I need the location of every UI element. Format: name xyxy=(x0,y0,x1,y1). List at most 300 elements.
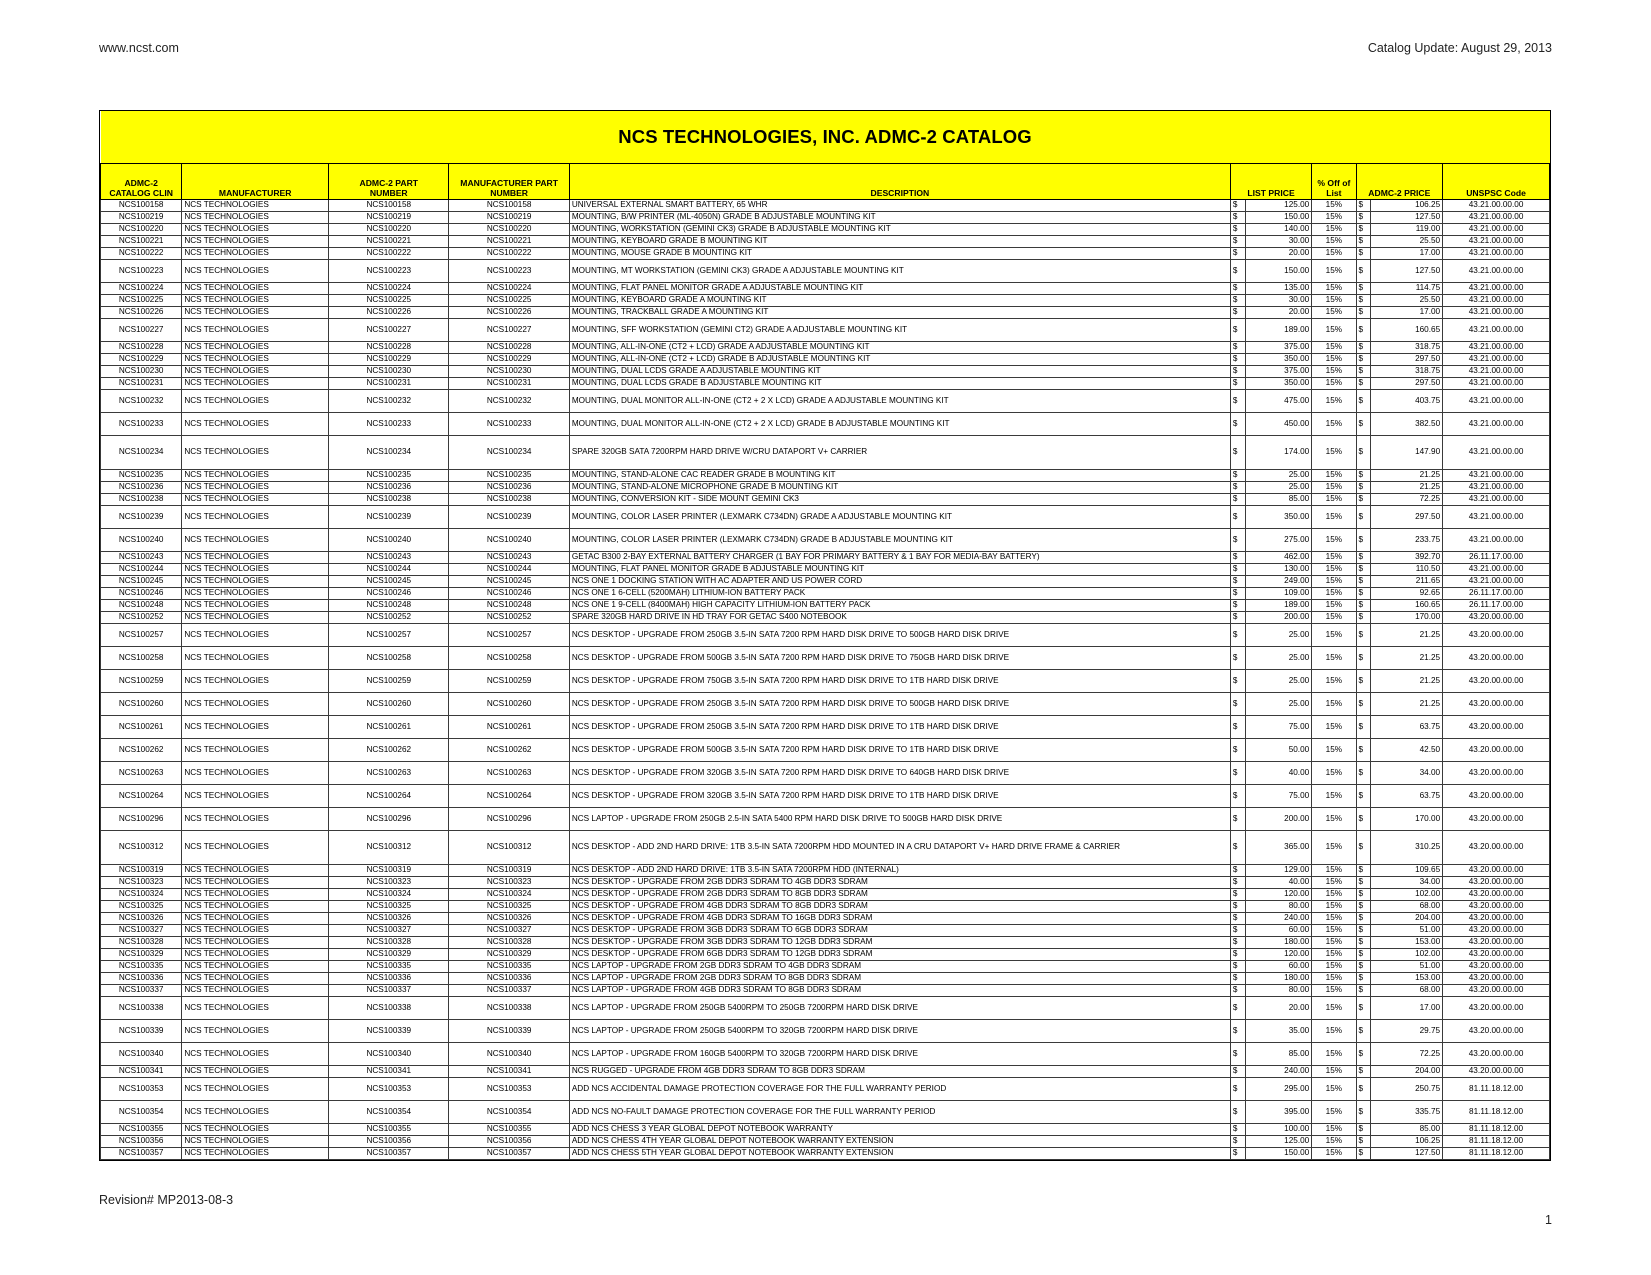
cell-percent-off-list: 15% xyxy=(1312,378,1356,390)
cell-admc2-price-currency: $ xyxy=(1356,200,1371,212)
cell-admc2-price: 85.00 xyxy=(1371,1124,1443,1136)
cell-manufacturer-part-number: NCS100158 xyxy=(449,200,569,212)
cell-list-price-currency: $ xyxy=(1230,1020,1245,1043)
cell-admc2-price-currency: $ xyxy=(1356,831,1371,865)
cell-admc2-part-number: NCS100258 xyxy=(329,647,449,670)
cell-list-price-currency: $ xyxy=(1230,716,1245,739)
cell-unspsc-code: 43.21.00.00.00 xyxy=(1443,378,1550,390)
header-line-2: DESCRIPTION xyxy=(870,187,930,198)
cell-manufacturer: NCS TECHNOLOGIES xyxy=(182,647,329,670)
cell-list-price-currency: $ xyxy=(1230,693,1245,716)
cell-description: MOUNTING, DUAL MONITOR ALL-IN-ONE (CT2 + 2 X LCD) GRADE B ADJUSTABLE MOUNTING KIT xyxy=(569,413,1230,436)
cell-admc2-price: 106.25 xyxy=(1371,200,1443,212)
cell-list-price: 249.00 xyxy=(1245,576,1312,588)
cell-catalog-clin: NCS100228 xyxy=(101,342,182,354)
cell-admc2-price: 114.75 xyxy=(1371,283,1443,295)
cell-manufacturer-part-number: NCS100258 xyxy=(449,647,569,670)
cell-manufacturer: NCS TECHNOLOGIES xyxy=(182,588,329,600)
cell-manufacturer: NCS TECHNOLOGIES xyxy=(182,1043,329,1066)
table-row xyxy=(101,624,1550,647)
cell-admc2-price: 153.00 xyxy=(1371,937,1443,949)
cell-admc2-part-number: NCS100353 xyxy=(329,1078,449,1101)
cell-unspsc-code: 43.21.00.00.00 xyxy=(1443,283,1550,295)
table-row xyxy=(101,1124,1550,1136)
cell-catalog-clin: NCS100252 xyxy=(101,612,182,624)
cell-catalog-clin: NCS100225 xyxy=(101,295,182,307)
cell-admc2-price: 102.00 xyxy=(1371,889,1443,901)
cell-percent-off-list: 15% xyxy=(1312,529,1356,552)
cell-manufacturer: NCS TECHNOLOGIES xyxy=(182,200,329,212)
cell-unspsc-code: 81.11.18.12.00 xyxy=(1443,1078,1550,1101)
cell-unspsc-code: 43.21.00.00.00 xyxy=(1443,224,1550,236)
cell-list-price-currency: $ xyxy=(1230,913,1245,925)
cell-unspsc-code: 43.21.00.00.00 xyxy=(1443,470,1550,482)
cell-percent-off-list: 15% xyxy=(1312,390,1356,413)
cell-list-price-currency: $ xyxy=(1230,831,1245,865)
cell-admc2-part-number: NCS100354 xyxy=(329,1101,449,1124)
cell-list-price: 75.00 xyxy=(1245,785,1312,808)
cell-catalog-clin: NCS100227 xyxy=(101,319,182,342)
cell-list-price-currency: $ xyxy=(1230,600,1245,612)
table-row xyxy=(101,506,1550,529)
table-row xyxy=(101,224,1550,236)
cell-list-price: 125.00 xyxy=(1245,200,1312,212)
cell-unspsc-code: 43.21.00.00.00 xyxy=(1443,564,1550,576)
cell-unspsc-code: 81.11.18.12.00 xyxy=(1443,1148,1550,1160)
cell-admc2-part-number: NCS100227 xyxy=(329,319,449,342)
cell-manufacturer: NCS TECHNOLOGIES xyxy=(182,961,329,973)
cell-admc2-price: 29.75 xyxy=(1371,1020,1443,1043)
cell-manufacturer-part-number: NCS100226 xyxy=(449,307,569,319)
cell-manufacturer: NCS TECHNOLOGIES xyxy=(182,307,329,319)
cell-catalog-clin: NCS100221 xyxy=(101,236,182,248)
cell-list-price-currency: $ xyxy=(1230,1066,1245,1078)
cell-manufacturer: NCS TECHNOLOGIES xyxy=(182,925,329,937)
table-row xyxy=(101,925,1550,937)
cell-description: NCS LAPTOP - UPGRADE FROM 4GB DDR3 SDRAM TO 8GB DDR3 SDRAM xyxy=(569,985,1230,997)
cell-list-price: 120.00 xyxy=(1245,889,1312,901)
cell-admc2-price: 211.65 xyxy=(1371,576,1443,588)
column-header-admc2-part-number xyxy=(329,164,449,200)
column-header-admc2-price xyxy=(1356,164,1443,200)
cell-manufacturer: NCS TECHNOLOGIES xyxy=(182,985,329,997)
cell-description: NCS DESKTOP - UPGRADE FROM 3GB DDR3 SDRAM TO 12GB DDR3 SDRAM xyxy=(569,937,1230,949)
cell-list-price-currency: $ xyxy=(1230,342,1245,354)
cell-admc2-price-currency: $ xyxy=(1356,913,1371,925)
cell-description: SPARE 320GB HARD DRIVE IN HD TRAY FOR GETAC S400 NOTEBOOK xyxy=(569,612,1230,624)
cell-description: NCS DESKTOP - UPGRADE FROM 320GB 3.5-IN SATA 7200 RPM HARD DISK DRIVE TO 1TB HARD DISK DRIVE xyxy=(569,785,1230,808)
cell-catalog-clin: NCS100319 xyxy=(101,865,182,877)
cell-description: NCS DESKTOP - UPGRADE FROM 6GB DDR3 SDRAM TO 12GB DDR3 SDRAM xyxy=(569,949,1230,961)
cell-description: NCS ONE 1 9-CELL (8400MAH) HIGH CAPACITY LITHIUM-ION BATTERY PACK xyxy=(569,600,1230,612)
cell-percent-off-list: 15% xyxy=(1312,354,1356,366)
cell-description: MOUNTING, CONVERSION KIT - SIDE MOUNT GEMINI CK3 xyxy=(569,494,1230,506)
cell-catalog-clin: NCS100232 xyxy=(101,390,182,413)
cell-manufacturer-part-number: NCS100356 xyxy=(449,1136,569,1148)
cell-admc2-price: 147.90 xyxy=(1371,436,1443,470)
header-line-2: CATALOG CLIN xyxy=(109,187,173,198)
cell-description: NCS DESKTOP - UPGRADE FROM 3GB DDR3 SDRAM TO 6GB DDR3 SDRAM xyxy=(569,925,1230,937)
cell-unspsc-code: 43.21.00.00.00 xyxy=(1443,390,1550,413)
cell-unspsc-code: 43.20.00.00.00 xyxy=(1443,647,1550,670)
cell-unspsc-code: 43.20.00.00.00 xyxy=(1443,901,1550,913)
cell-manufacturer-part-number: NCS100325 xyxy=(449,901,569,913)
cell-admc2-part-number: NCS100244 xyxy=(329,564,449,576)
cell-description: NCS DESKTOP - UPGRADE FROM 2GB DDR3 SDRAM TO 8GB DDR3 SDRAM xyxy=(569,889,1230,901)
cell-list-price: 240.00 xyxy=(1245,1066,1312,1078)
cell-list-price: 40.00 xyxy=(1245,877,1312,889)
cell-admc2-part-number: NCS100228 xyxy=(329,342,449,354)
cell-admc2-price-currency: $ xyxy=(1356,762,1371,785)
cell-list-price-currency: $ xyxy=(1230,1124,1245,1136)
cell-description: NCS DESKTOP - UPGRADE FROM 500GB 3.5-IN SATA 7200 RPM HARD DISK DRIVE TO 1TB HARD DISK DRIVE xyxy=(569,739,1230,762)
cell-admc2-price-currency: $ xyxy=(1356,588,1371,600)
cell-manufacturer: NCS TECHNOLOGIES xyxy=(182,913,329,925)
cell-list-price-currency: $ xyxy=(1230,997,1245,1020)
cell-manufacturer-part-number: NCS100355 xyxy=(449,1124,569,1136)
table-row xyxy=(101,212,1550,224)
cell-admc2-price: 127.50 xyxy=(1371,212,1443,224)
cell-admc2-part-number: NCS100252 xyxy=(329,612,449,624)
cell-list-price: 295.00 xyxy=(1245,1078,1312,1101)
cell-unspsc-code: 43.20.00.00.00 xyxy=(1443,624,1550,647)
cell-unspsc-code: 43.21.00.00.00 xyxy=(1443,248,1550,260)
cell-admc2-part-number: NCS100339 xyxy=(329,1020,449,1043)
cell-manufacturer-part-number: NCS100225 xyxy=(449,295,569,307)
cell-admc2-price-currency: $ xyxy=(1356,973,1371,985)
cell-admc2-part-number: NCS100238 xyxy=(329,494,449,506)
cell-admc2-price-currency: $ xyxy=(1356,413,1371,436)
cell-admc2-price: 21.25 xyxy=(1371,693,1443,716)
cell-list-price: 125.00 xyxy=(1245,1136,1312,1148)
cell-admc2-part-number: NCS100236 xyxy=(329,482,449,494)
cell-percent-off-list: 15% xyxy=(1312,470,1356,482)
catalog-title: NCS TECHNOLOGIES, INC. ADMC-2 CATALOG xyxy=(101,111,1550,164)
cell-description: NCS DESKTOP - UPGRADE FROM 250GB 3.5-IN SATA 7200 RPM HARD DISK DRIVE TO 500GB HARD DISK DRIVE xyxy=(569,624,1230,647)
cell-catalog-clin: NCS100336 xyxy=(101,973,182,985)
header-line-2: MANUFACTURER xyxy=(218,187,292,198)
cell-list-price: 20.00 xyxy=(1245,248,1312,260)
cell-admc2-price-currency: $ xyxy=(1356,693,1371,716)
cell-admc2-part-number: NCS100235 xyxy=(329,470,449,482)
cell-catalog-clin: NCS100260 xyxy=(101,693,182,716)
table-row xyxy=(101,693,1550,716)
cell-list-price: 100.00 xyxy=(1245,1124,1312,1136)
cell-admc2-price-currency: $ xyxy=(1356,470,1371,482)
cell-admc2-price: 21.25 xyxy=(1371,670,1443,693)
cell-percent-off-list: 15% xyxy=(1312,785,1356,808)
cell-manufacturer: NCS TECHNOLOGIES xyxy=(182,236,329,248)
cell-admc2-price-currency: $ xyxy=(1356,901,1371,913)
cell-list-price: 150.00 xyxy=(1245,212,1312,224)
cell-percent-off-list: 15% xyxy=(1312,949,1356,961)
cell-list-price-currency: $ xyxy=(1230,506,1245,529)
cell-percent-off-list: 15% xyxy=(1312,1136,1356,1148)
table-row xyxy=(101,961,1550,973)
cell-list-price-currency: $ xyxy=(1230,319,1245,342)
cell-list-price: 25.00 xyxy=(1245,693,1312,716)
cell-catalog-clin: NCS100224 xyxy=(101,283,182,295)
cell-list-price: 350.00 xyxy=(1245,506,1312,529)
cell-manufacturer: NCS TECHNOLOGIES xyxy=(182,762,329,785)
cell-list-price-currency: $ xyxy=(1230,307,1245,319)
cell-description: ADD NCS CHESS 3 YEAR GLOBAL DEPOT NOTEBOOK WARRANTY xyxy=(569,1124,1230,1136)
cell-description: MOUNTING, TRACKBALL GRADE A MOUNTING KIT xyxy=(569,307,1230,319)
cell-manufacturer-part-number: NCS100264 xyxy=(449,785,569,808)
cell-admc2-price: 297.50 xyxy=(1371,506,1443,529)
cell-percent-off-list: 15% xyxy=(1312,260,1356,283)
cell-list-price: 135.00 xyxy=(1245,283,1312,295)
cell-unspsc-code: 43.21.00.00.00 xyxy=(1443,236,1550,248)
cell-manufacturer: NCS TECHNOLOGIES xyxy=(182,997,329,1020)
cell-percent-off-list: 15% xyxy=(1312,236,1356,248)
cell-description: GETAC B300 2-BAY EXTERNAL BATTERY CHARGER (1 BAY FOR PRIMARY BATTERY & 1 BAY FOR MEDIA-BAY BATTERY) xyxy=(569,552,1230,564)
cell-manufacturer: NCS TECHNOLOGIES xyxy=(182,785,329,808)
cell-admc2-price-currency: $ xyxy=(1356,865,1371,877)
cell-manufacturer-part-number: NCS100327 xyxy=(449,925,569,937)
cell-unspsc-code: 43.20.00.00.00 xyxy=(1443,997,1550,1020)
cell-admc2-price: 21.25 xyxy=(1371,647,1443,670)
cell-unspsc-code: 43.20.00.00.00 xyxy=(1443,889,1550,901)
cell-admc2-price-currency: $ xyxy=(1356,612,1371,624)
cell-percent-off-list: 15% xyxy=(1312,925,1356,937)
cell-catalog-clin: NCS100357 xyxy=(101,1148,182,1160)
cell-manufacturer: NCS TECHNOLOGIES xyxy=(182,973,329,985)
cell-manufacturer-part-number: NCS100319 xyxy=(449,865,569,877)
cell-description: NCS DESKTOP - ADD 2ND HARD DRIVE: 1TB 3.5-IN SATA 7200RPM HDD MOUNTED IN A CRU DATAPORT V+ HARD DRIVE FRAME & CARRIER xyxy=(569,831,1230,865)
cell-catalog-clin: NCS100229 xyxy=(101,354,182,366)
cell-description: MOUNTING, MOUSE GRADE B MOUNTING KIT xyxy=(569,248,1230,260)
cell-list-price-currency: $ xyxy=(1230,390,1245,413)
cell-percent-off-list: 15% xyxy=(1312,739,1356,762)
cell-list-price: 275.00 xyxy=(1245,529,1312,552)
cell-unspsc-code: 43.20.00.00.00 xyxy=(1443,612,1550,624)
cell-catalog-clin: NCS100323 xyxy=(101,877,182,889)
cell-admc2-price: 250.75 xyxy=(1371,1078,1443,1101)
cell-admc2-price-currency: $ xyxy=(1356,961,1371,973)
cell-list-price-currency: $ xyxy=(1230,295,1245,307)
cell-catalog-clin: NCS100263 xyxy=(101,762,182,785)
cell-manufacturer-part-number: NCS100259 xyxy=(449,670,569,693)
cell-manufacturer-part-number: NCS100335 xyxy=(449,961,569,973)
cell-admc2-part-number: NCS100325 xyxy=(329,901,449,913)
cell-catalog-clin: NCS100296 xyxy=(101,808,182,831)
cell-unspsc-code: 43.21.00.00.00 xyxy=(1443,212,1550,224)
cell-percent-off-list: 15% xyxy=(1312,831,1356,865)
cell-admc2-part-number: NCS100232 xyxy=(329,390,449,413)
cell-percent-off-list: 15% xyxy=(1312,600,1356,612)
cell-admc2-part-number: NCS100338 xyxy=(329,997,449,1020)
cell-admc2-price-currency: $ xyxy=(1356,877,1371,889)
cell-manufacturer-part-number: NCS100233 xyxy=(449,413,569,436)
table-row xyxy=(101,390,1550,413)
cell-admc2-price-currency: $ xyxy=(1356,808,1371,831)
table-row xyxy=(101,283,1550,295)
cell-description: NCS DESKTOP - UPGRADE FROM 320GB 3.5-IN SATA 7200 RPM HARD DISK DRIVE TO 640GB HARD DISK DRIVE xyxy=(569,762,1230,785)
cell-list-price-currency: $ xyxy=(1230,470,1245,482)
cell-percent-off-list: 15% xyxy=(1312,877,1356,889)
cell-admc2-price: 153.00 xyxy=(1371,973,1443,985)
cell-description: MOUNTING, FLAT PANEL MONITOR GRADE B ADJUSTABLE MOUNTING KIT xyxy=(569,564,1230,576)
cell-percent-off-list: 15% xyxy=(1312,670,1356,693)
cell-manufacturer-part-number: NCS100245 xyxy=(449,576,569,588)
cell-unspsc-code: 43.20.00.00.00 xyxy=(1443,1043,1550,1066)
cell-list-price: 350.00 xyxy=(1245,378,1312,390)
cell-percent-off-list: 15% xyxy=(1312,997,1356,1020)
cell-list-price-currency: $ xyxy=(1230,588,1245,600)
cell-list-price: 109.00 xyxy=(1245,588,1312,600)
cell-admc2-price: 17.00 xyxy=(1371,997,1443,1020)
cell-catalog-clin: NCS100327 xyxy=(101,925,182,937)
cell-manufacturer-part-number: NCS100240 xyxy=(449,529,569,552)
cell-manufacturer-part-number: NCS100232 xyxy=(449,390,569,413)
cell-percent-off-list: 15% xyxy=(1312,693,1356,716)
cell-admc2-price-currency: $ xyxy=(1356,647,1371,670)
cell-admc2-price: 310.25 xyxy=(1371,831,1443,865)
cell-manufacturer: NCS TECHNOLOGIES xyxy=(182,529,329,552)
cell-description: MOUNTING, COLOR LASER PRINTER (LEXMARK C734DN) GRADE A ADJUSTABLE MOUNTING KIT xyxy=(569,506,1230,529)
cell-admc2-price-currency: $ xyxy=(1356,283,1371,295)
cell-admc2-price-currency: $ xyxy=(1356,1020,1371,1043)
table-row xyxy=(101,200,1550,212)
table-row xyxy=(101,808,1550,831)
table-row xyxy=(101,576,1550,588)
cell-list-price: 40.00 xyxy=(1245,762,1312,785)
cell-manufacturer: NCS TECHNOLOGIES xyxy=(182,319,329,342)
cell-admc2-price-currency: $ xyxy=(1356,1124,1371,1136)
cell-admc2-part-number: NCS100296 xyxy=(329,808,449,831)
cell-manufacturer: NCS TECHNOLOGIES xyxy=(182,366,329,378)
table-row xyxy=(101,1066,1550,1078)
cell-list-price-currency: $ xyxy=(1230,985,1245,997)
cell-list-price: 120.00 xyxy=(1245,949,1312,961)
cell-manufacturer: NCS TECHNOLOGIES xyxy=(182,224,329,236)
cell-admc2-part-number: NCS100223 xyxy=(329,260,449,283)
cell-percent-off-list: 15% xyxy=(1312,1043,1356,1066)
cell-percent-off-list: 15% xyxy=(1312,436,1356,470)
cell-unspsc-code: 43.21.00.00.00 xyxy=(1443,506,1550,529)
table-row xyxy=(101,529,1550,552)
cell-unspsc-code: 43.21.00.00.00 xyxy=(1443,413,1550,436)
cell-admc2-price: 17.00 xyxy=(1371,248,1443,260)
cell-list-price-currency: $ xyxy=(1230,200,1245,212)
cell-list-price: 60.00 xyxy=(1245,961,1312,973)
cell-description: ADD NCS CHESS 4TH YEAR GLOBAL DEPOT NOTEBOOK WARRANTY EXTENSION xyxy=(569,1136,1230,1148)
cell-description: NCS LAPTOP - UPGRADE FROM 2GB DDR3 SDRAM TO 8GB DDR3 SDRAM xyxy=(569,973,1230,985)
cell-admc2-part-number: NCS100264 xyxy=(329,785,449,808)
cell-admc2-part-number: NCS100262 xyxy=(329,739,449,762)
cell-percent-off-list: 15% xyxy=(1312,224,1356,236)
cell-admc2-price: 102.00 xyxy=(1371,949,1443,961)
cell-percent-off-list: 15% xyxy=(1312,762,1356,785)
cell-unspsc-code: 43.20.00.00.00 xyxy=(1443,985,1550,997)
cell-catalog-clin: NCS100222 xyxy=(101,248,182,260)
cell-description: MOUNTING, COLOR LASER PRINTER (LEXMARK C734DN) GRADE B ADJUSTABLE MOUNTING KIT xyxy=(569,529,1230,552)
cell-admc2-price-currency: $ xyxy=(1356,529,1371,552)
cell-admc2-price: 92.65 xyxy=(1371,588,1443,600)
header-line-1: ADMC-2 PART xyxy=(359,178,419,189)
cell-description: NCS DESKTOP - UPGRADE FROM 2GB DDR3 SDRAM TO 4GB DDR3 SDRAM xyxy=(569,877,1230,889)
cell-admc2-price-currency: $ xyxy=(1356,1066,1371,1078)
cell-list-price: 25.00 xyxy=(1245,647,1312,670)
cell-list-price-currency: $ xyxy=(1230,482,1245,494)
cell-list-price-currency: $ xyxy=(1230,552,1245,564)
column-header-list-price xyxy=(1230,164,1311,200)
cell-percent-off-list: 15% xyxy=(1312,576,1356,588)
cell-list-price-currency: $ xyxy=(1230,865,1245,877)
cell-list-price: 25.00 xyxy=(1245,482,1312,494)
cell-manufacturer: NCS TECHNOLOGIES xyxy=(182,390,329,413)
cell-manufacturer-part-number: NCS100228 xyxy=(449,342,569,354)
cell-admc2-price: 63.75 xyxy=(1371,785,1443,808)
cell-admc2-price: 160.65 xyxy=(1371,319,1443,342)
cell-manufacturer: NCS TECHNOLOGIES xyxy=(182,624,329,647)
cell-list-price-currency: $ xyxy=(1230,212,1245,224)
cell-list-price: 150.00 xyxy=(1245,1148,1312,1160)
cell-admc2-part-number: NCS100230 xyxy=(329,366,449,378)
cell-unspsc-code: 43.21.00.00.00 xyxy=(1443,342,1550,354)
cell-admc2-price-currency: $ xyxy=(1356,378,1371,390)
cell-percent-off-list: 15% xyxy=(1312,913,1356,925)
cell-admc2-part-number: NCS100257 xyxy=(329,624,449,647)
cell-list-price: 30.00 xyxy=(1245,295,1312,307)
cell-list-price: 395.00 xyxy=(1245,1101,1312,1124)
table-row xyxy=(101,600,1550,612)
cell-description: MOUNTING, DUAL LCDS GRADE B ADJUSTABLE MOUNTING KIT xyxy=(569,378,1230,390)
table-row xyxy=(101,612,1550,624)
table-row xyxy=(101,877,1550,889)
cell-list-price-currency: $ xyxy=(1230,248,1245,260)
cell-catalog-clin: NCS100337 xyxy=(101,985,182,997)
table-row xyxy=(101,588,1550,600)
cell-unspsc-code: 43.21.00.00.00 xyxy=(1443,529,1550,552)
header-line-1: ADMC-2 xyxy=(124,178,158,189)
cell-list-price: 30.00 xyxy=(1245,236,1312,248)
cell-admc2-part-number: NCS100220 xyxy=(329,224,449,236)
cell-admc2-part-number: NCS100324 xyxy=(329,889,449,901)
cell-admc2-price-currency: $ xyxy=(1356,564,1371,576)
cell-catalog-clin: NCS100231 xyxy=(101,378,182,390)
cell-unspsc-code: 43.21.00.00.00 xyxy=(1443,354,1550,366)
cell-percent-off-list: 15% xyxy=(1312,973,1356,985)
cell-admc2-price-currency: $ xyxy=(1356,224,1371,236)
cell-manufacturer-part-number: NCS100328 xyxy=(449,937,569,949)
cell-manufacturer-part-number: NCS100239 xyxy=(449,506,569,529)
cell-admc2-price: 17.00 xyxy=(1371,307,1443,319)
cell-manufacturer: NCS TECHNOLOGIES xyxy=(182,1148,329,1160)
cell-catalog-clin: NCS100328 xyxy=(101,937,182,949)
table-row xyxy=(101,670,1550,693)
cell-catalog-clin: NCS100226 xyxy=(101,307,182,319)
cell-list-price: 25.00 xyxy=(1245,624,1312,647)
cell-list-price-currency: $ xyxy=(1230,877,1245,889)
cell-percent-off-list: 15% xyxy=(1312,248,1356,260)
cell-percent-off-list: 15% xyxy=(1312,985,1356,997)
cell-admc2-price: 72.25 xyxy=(1371,494,1443,506)
cell-percent-off-list: 15% xyxy=(1312,1101,1356,1124)
cell-list-price-currency: $ xyxy=(1230,901,1245,913)
cell-catalog-clin: NCS100325 xyxy=(101,901,182,913)
cell-admc2-price: 318.75 xyxy=(1371,342,1443,354)
cell-admc2-price: 204.00 xyxy=(1371,1066,1443,1078)
cell-admc2-price: 21.25 xyxy=(1371,482,1443,494)
cell-manufacturer-part-number: NCS100222 xyxy=(449,248,569,260)
cell-manufacturer-part-number: NCS100324 xyxy=(449,889,569,901)
cell-description: ADD NCS NO-FAULT DAMAGE PROTECTION COVERAGE FOR THE FULL WARRANTY PERIOD xyxy=(569,1101,1230,1124)
cell-unspsc-code: 43.21.00.00.00 xyxy=(1443,319,1550,342)
cell-percent-off-list: 15% xyxy=(1312,1124,1356,1136)
cell-manufacturer-part-number: NCS100224 xyxy=(449,283,569,295)
